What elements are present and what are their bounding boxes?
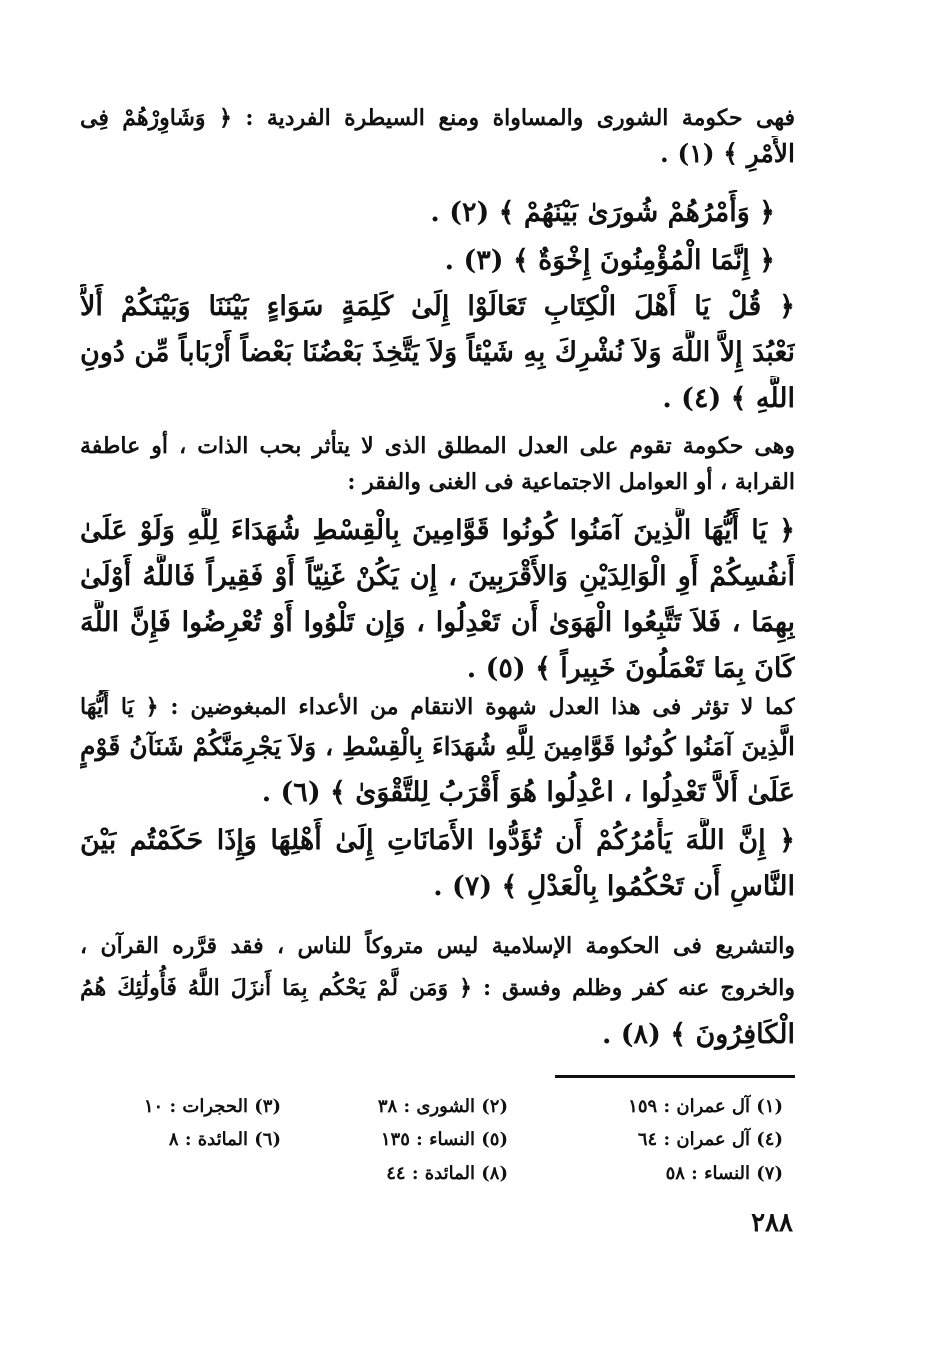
verse-nisa-135 — [80, 508, 795, 692]
verse-line: بِهِمَا ، فَلاَ تَتَّبِعُوا الْهَوَىٰ أَن تَعْدِلُوا ، وَإِن تَلْوُوا أَوْ تُعْرِضُوا فَإِنَّ اللَّهَ — [80, 607, 795, 638]
text-line: فهى حكومة الشورى والمساواة ومنع السيطرة الفردية : ﴿ وَشَاوِرْهُمْ فِى — [80, 105, 795, 131]
footnote-2: (٢) الشورى : ٣٨ — [377, 1096, 508, 1117]
footnote-4: (٤) آل عمران : ٦٤ — [637, 1129, 783, 1150]
verse-line: ﴿ يَا أَيُّهَا الَّذِينَ آمَنُوا كُونُوا قَوَّامِينَ بِالْقِسْطِ شُهَدَاءَ لِلَّهِ وَلَوْ عَلَىٰ — [80, 515, 795, 546]
verse-nisa-58 — [80, 818, 795, 910]
footnote-8: (٨) المائدة : ٤٤ — [386, 1163, 508, 1184]
verse-line: ﴿ وَأَمْرُهُمْ شُورَىٰ بَيْنَهُمْ ﴾ (٢) . — [430, 197, 775, 228]
text-line: القرابة ، أو العوامل الاجتماعية فى الغنى والفقر : — [347, 469, 795, 495]
footnote-7: (٧) النساء : ٥٨ — [665, 1163, 783, 1184]
footnote-3: (٣) الحجرات : ١٠ — [143, 1096, 281, 1117]
verse-line: اللَّهِ ﴾ (٤) . — [662, 383, 795, 414]
verse-line: ﴿ قُلْ يَا أَهْلَ الْكِتَابِ تَعَالَوْا إِلَىٰ كَلِمَةٍ سَوَاءٍ بَيْنَنَا وَبَيْنَكُمْ أَلاَّ — [80, 291, 795, 322]
verse-line: نَعْبُدَ إِلاَّ اللَّهَ وَلاَ نُشْرِكَ بِهِ شَيْئاً وَلاَ يَتَّخِذَ بَعْضُنَا بَعْضاً أَرْبَاباً مِّن دُونِ — [80, 337, 795, 368]
verse-line: ﴿ إِنَّ اللَّهَ يَأْمُرُكُمْ أَن تُؤَدُّوا الأَمَانَاتِ إِلَىٰ أَهْلِهَا وَإِذَا حَكَمْتُم بَيْنَ — [80, 825, 795, 856]
text-line: والخروج عنه كفر وظلم وفسق : ﴿ وَمَن لَّمْ يَحْكُم بِمَا أَنزَلَ اللَّهُ فَأُولَٰئِكَ هُمُ — [80, 975, 795, 1001]
paragraph-shura — [80, 100, 795, 172]
verse-line: كَانَ بِمَا تَعْمَلُونَ خَبِيراً ﴾ (٥) . — [466, 653, 795, 684]
text-line: والتشريع فى الحكومة الإسلامية ليس متروكاً للناس ، فقد قرَّره القرآن ، — [80, 933, 795, 959]
verse-line: النَّاسِ أَن تَحْكُمُوا بِالْعَدْلِ ﴾ (٧) . — [433, 871, 795, 902]
text-line: وهى حكومة تقوم على العدل المطلق الذى لا يتأثر بحب الذات ، أو عاطفة — [80, 433, 795, 459]
verse-hujurat — [80, 238, 795, 284]
text-line: الأَمْرِ ﴾ (١) . — [660, 139, 795, 168]
verse-line: عَلَىٰ أَلاَّ تَعْدِلُوا ، اعْدِلُوا هُوَ أَقْرَبُ لِلتَّقْوَىٰ ﴾ (٦) . — [261, 777, 795, 808]
paragraph-justice — [80, 428, 795, 500]
footnote-6: (٦) المائدة : ٨ — [168, 1129, 281, 1150]
verse-line: أَنفُسِكُمْ أَوِ الْوَالِدَيْنِ وَالأَقْرَبِينَ ، إِن يَكُنْ غَنِيّاً أَوْ فَقِيراً فَاللَّهُ أَوْلَىٰ — [80, 561, 795, 592]
footnote-1: (١) آل عمران : ١٥٩ — [628, 1096, 783, 1117]
paragraph-revenge — [80, 690, 795, 816]
text-line: كما لا تؤثر فى هذا العدل شهوة الانتقام من الأعداء المبغوضين : ﴿ يَا أَيُّهَا — [80, 694, 795, 720]
verse-al-imran — [80, 284, 795, 422]
footnote-5: (٥) النساء : ١٣٥ — [380, 1129, 508, 1150]
page-number: ٢٨٨ — [751, 1208, 793, 1238]
verse-line: ﴿ إِنَّمَا الْمُؤْمِنُونَ إِخْوَةٌ ﴾ (٣) . — [444, 245, 775, 276]
verse-line: الْكَافِرُونَ ﴾ (٨) . — [601, 1019, 795, 1050]
verse-shura — [80, 190, 795, 236]
paragraph-legislation — [80, 928, 795, 1058]
footnote-separator — [555, 1075, 795, 1078]
verse-line: الَّذِينَ آمَنُوا كُونُوا قَوَّامِينَ لِلَّهِ شُهَدَاءَ بِالْقِسْطِ ، وَلاَ يَجْرِمَنَّكُمْ شَنَآنُ قَوْمٍ — [80, 732, 795, 761]
